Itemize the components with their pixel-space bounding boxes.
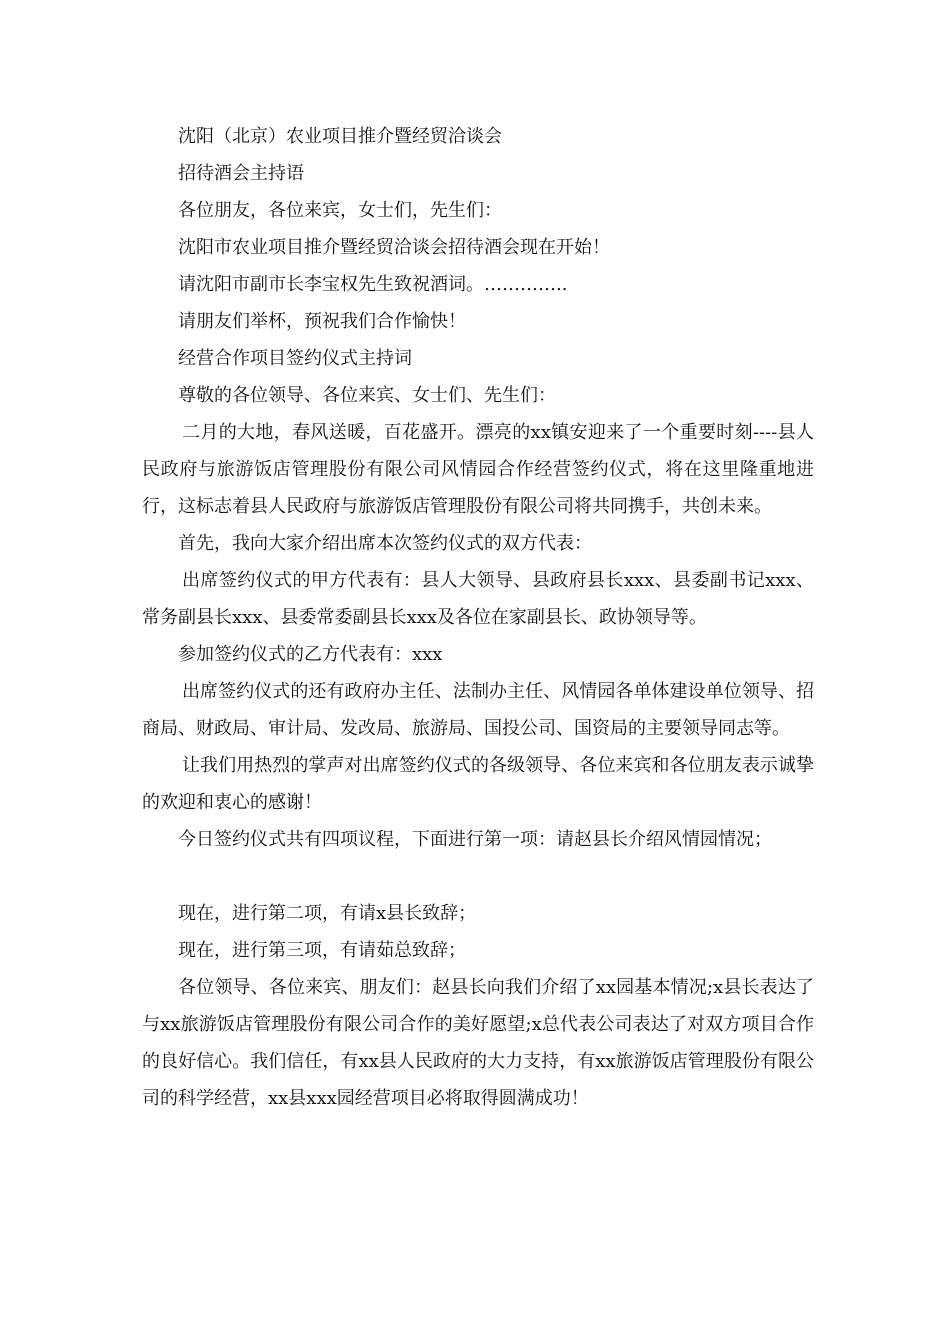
raise-glasses-line: 请朋友们举杯，预祝我们合作愉快！	[178, 311, 466, 332]
applause-welcome: 让我们用热烈的掌声对出席签约仪式的各级领导、各位来宾和各位朋友表示诚挚的欢迎和衷心的感谢！	[142, 755, 814, 813]
agenda-item-one: 今日签约仪式共有四项议程，下面进行第一项：请赵县长介绍风情园情况；	[178, 829, 772, 850]
agenda-item-two: 现在，进行第二项，有请x县长致辞；	[178, 903, 477, 924]
opening-announcement: 沈阳市农业项目推介暨经贸洽谈会招待酒会现在开始！	[178, 237, 610, 258]
closing-paragraph: 各位领导、各位来宾、朋友们：赵县长向我们介绍了xx园基本情况;x县长表达了与xx旅游饭店管理股份有限公司合作的美好愿望;x总代表公司表达了对双方项目合作的良好信心。我们信任，有xx县人民政府的大力支持，有xx旅游饭店管理股份有限公司的科学经营，xx县xxx园经营项目必将取得圆满成功！	[142, 977, 814, 1109]
reception-heading: 招待酒会主持语	[178, 163, 304, 184]
signing-ceremony-heading: 经营合作项目签约仪式主持词	[178, 348, 412, 369]
ceremony-greeting: 尊敬的各位领导、各位来宾、女士们、先生们：	[178, 385, 556, 406]
other-attendees: 出席签约仪式的还有政府办主任、法制办主任、风情园各单体建设单位领导、招商局、财政局、审计局、发改局、旅游局、国投公司、国资局的主要领导同志等。	[142, 681, 814, 739]
party-b-representatives: 参加签约仪式的乙方代表有：xxx	[178, 644, 443, 665]
toast-invitation: 请沈阳市副市长李宝权先生致祝酒词。…………..	[178, 274, 568, 295]
representatives-intro: 首先，我向大家介绍出席本次签约仪式的双方代表：	[178, 533, 592, 554]
body-paragraph-intro: 二月的大地，春风送暖，百花盛开。漂亮的xx镇安迎来了一个重要时刻----县人民政府与旅游饭店管理股份有限公司风情园合作经营签约仪式，将在这里隆重地进行，这标志着县人民政府与旅游饭店管理股份有限公司将共同携手，共创未来。	[142, 422, 814, 517]
greeting-line: 各位朋友，各位来宾，女士们，先生们：	[178, 200, 502, 221]
party-a-representatives: 出席签约仪式的甲方代表有：县人大领导、县政府县长xxx、县委副书记xxx、常务副县长xxx、县委常委副县长xxx及各位在家副县长、政协领导等。	[142, 570, 814, 628]
agenda-item-three: 现在，进行第三项，有请茹总致辞；	[178, 940, 466, 961]
blank-line	[142, 858, 814, 895]
event-title: 沈阳（北京）农业项目推介暨经贸洽谈会	[178, 126, 502, 147]
